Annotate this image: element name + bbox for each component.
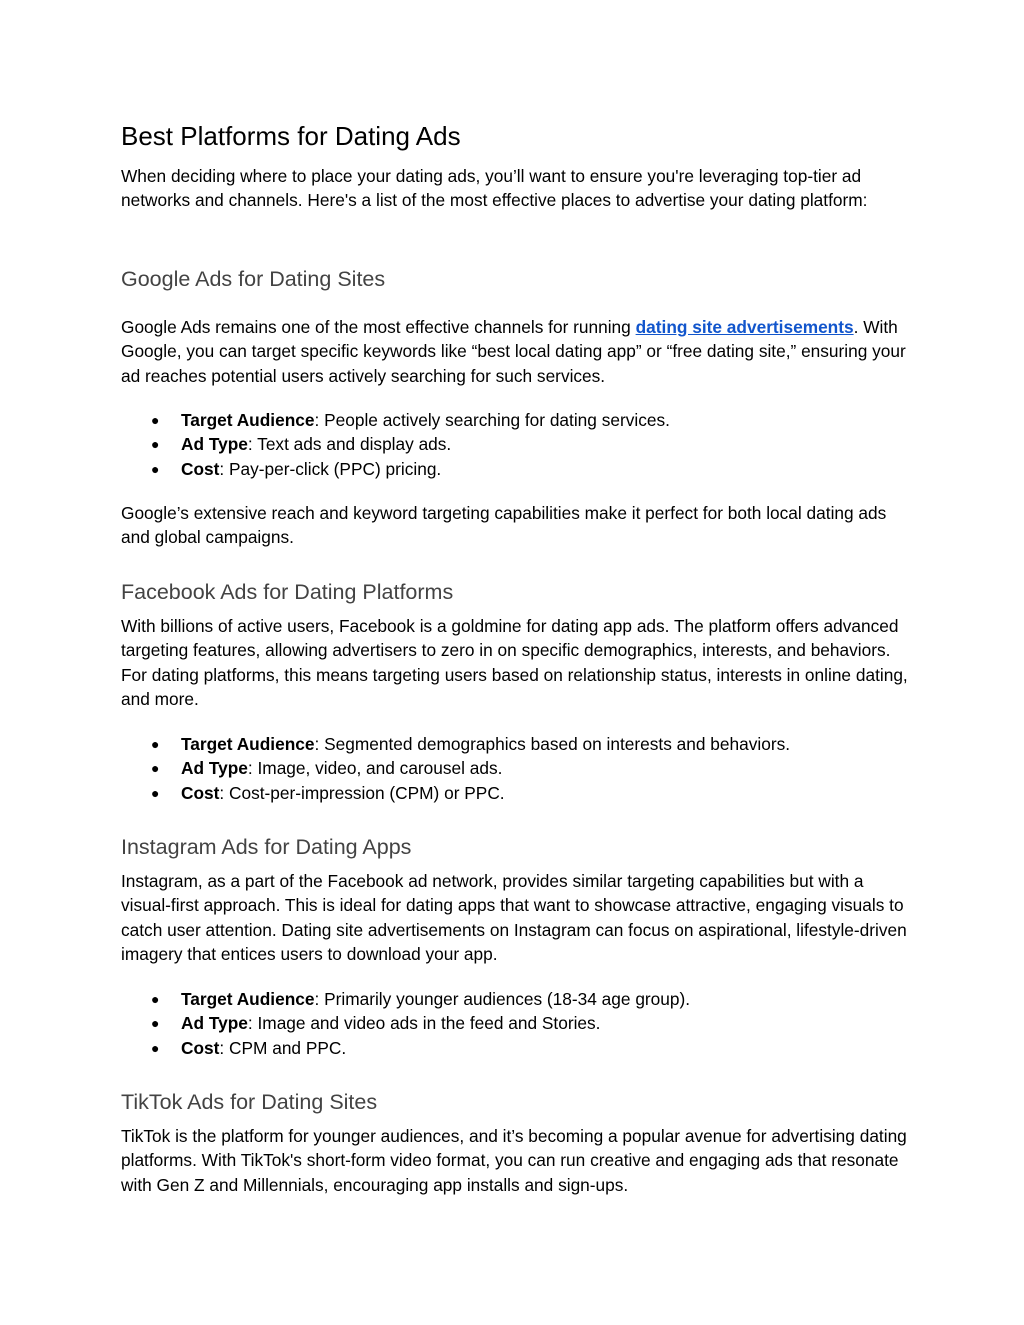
item-label: Target Audience [181,989,315,1009]
instagram-bullet-list [121,987,911,1060]
list-item [121,781,911,805]
list-item [121,432,911,456]
bullet-icon: ● [151,991,160,1007]
facebook-bullet-list [121,732,911,805]
item-text: : Image and video ads in the feed and Stories. [247,1013,601,1034]
bullet-icon: ● [151,736,160,752]
tiktok-paragraph: TikTok is the platform for younger audiences, and it’s becoming a popular avenue for advertising dating platforms. With TikTok's short-form video format, you can run creative and engaging ads that resonate with Gen Z and Millennials, encouraging app installs and sign-ups. [121,1126,907,1195]
item-text: : Image, video, and carousel ads. [247,758,503,779]
list-item [121,457,911,481]
item-label: Ad Type [181,434,248,455]
bullet-icon: ● [151,412,160,428]
item-text: : Cost-per-impression (CPM) or PPC. [219,782,505,803]
google-paragraph [121,315,911,388]
bullet-icon: ● [151,1039,160,1056]
google-section-heading: Google Ads for Dating Sites [121,267,386,291]
facebook-section-heading: Facebook Ads for Dating Platforms [121,580,454,604]
facebook-paragraph: With billions of active users, Facebook is a goldmine for dating app ads. The platform offers advanced targeting features, allowing advertisers to zero in on specific demographics, interests, and behaviors. For dating platforms, this means targeting users based on relationship status, interests in online dating, and more. [121,616,908,710]
google-paragraph-end: . With Google, you can target specific keywords like “best local dating app” or “free dating site,” ensuring your ad reaches potential users actively searching for such services. [121,317,906,386]
list-item [121,732,911,756]
page-title: Best Platforms for Dating Ads [121,121,461,151]
instagram-section-heading: Instagram Ads for Dating Apps [121,835,412,859]
bullet-icon: ● [151,760,160,777]
item-label: Ad Type [181,1013,248,1034]
bullet-icon: ● [151,784,160,801]
item-text: : Text ads and display ads. [247,434,452,455]
intro-paragraph: When deciding where to place your dating ads, you’ll want to ensure you're leveraging top-tier ad networks and channels. Here's a list of the most effective places to advertise your dating platform: [121,166,868,211]
list-item [121,408,911,432]
instagram-paragraph: Instagram, as a part of the Facebook ad network, provides similar targeting capabilities but with a visual-first approach. This is ideal for dating apps that want to showcase attractive, engaging visuals to catch user attention. Dating site advertisements on Instagram can focus on aspirational, lifestyle-driven imagery that entices users to download your app. [121,871,907,965]
google-summary-paragraph: Google’s extensive reach and keyword targeting capabilities make it perfect for both local dating ads and global campaigns. [121,503,887,548]
bullet-icon: ● [151,436,160,453]
item-label: Cost [181,1037,220,1058]
list-item [121,1036,911,1060]
item-text: : Primarily younger audiences (18-34 age group). [314,989,691,1009]
item-label: Ad Type [181,758,248,779]
item-text: : CPM and PPC. [219,1037,347,1058]
list-item [121,987,911,1011]
item-label: Target Audience [181,734,315,754]
list-item [121,756,911,780]
dating-site-advertisements-link[interactable]: dating site advertisements [635,317,854,337]
item-text: : People actively searching for dating services. [314,410,670,430]
item-label: Cost [181,782,220,803]
item-text: : Pay-per-click (PPC) pricing. [219,458,442,479]
list-item [121,1011,911,1035]
bullet-icon: ● [151,460,160,477]
google-paragraph-start: Google Ads remains one of the most effective channels for running [121,317,636,337]
tiktok-section-heading: TikTok Ads for Dating Sites [121,1090,378,1114]
item-label: Target Audience [181,410,315,430]
item-label: Cost [181,458,220,479]
google-bullet-list [121,408,911,481]
bullet-icon: ● [151,1015,160,1032]
item-text: : Segmented demographics based on interests and behaviors. [314,734,791,754]
